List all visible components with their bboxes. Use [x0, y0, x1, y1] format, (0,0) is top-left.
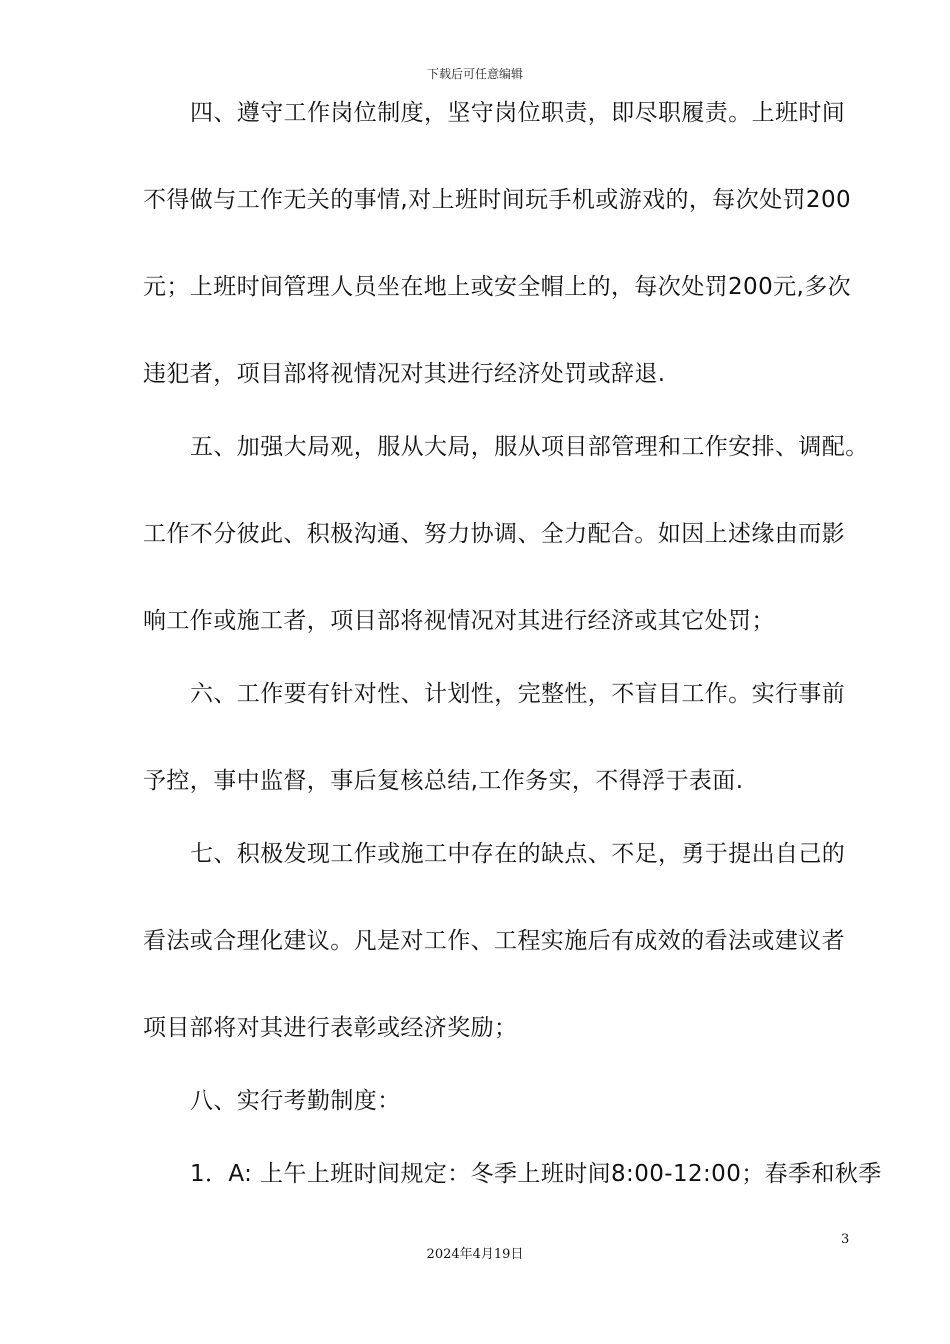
body-line: 予控，事中监督，事后复核总结,工作务实，不得浮于表面. [143, 768, 744, 794]
body-line: 元；上班时间管理人员坐在地上或安全帽上的，每次处罚200元,多次 [143, 274, 852, 300]
body-line-article-5-start: 五、加强大局观，服从大局，服从项目部管理和工作安排、调配。 [190, 434, 869, 460]
body-line: 工作不分彼此、积极沟通、努力协调、全力配合。如因上述缘由而影 [143, 521, 845, 547]
body-line-article-6-start: 六、工作要有针对性、计划性，完整性，不盲目工作。实行事前 [190, 681, 846, 707]
page-header: 下载后可任意编辑 [426, 67, 523, 81]
body-line: 项目部将对其进行表彰或经济奖励； [143, 1015, 518, 1041]
body-line-article-7-start: 七、积极发现工作或施工中存在的缺点、不足，勇于提出自己的 [190, 841, 846, 867]
body-line-article-8-start: 八、实行考勤制度： [190, 1088, 401, 1114]
page-number: 3 [841, 1232, 850, 1247]
body-line: 响工作或施工者，项目部将视情况对其进行经济或其它处罚； [143, 608, 775, 634]
body-line: 不得做与工作无关的事情,对上班时间玩手机或游戏的，每次处罚200 [143, 187, 852, 213]
body-line-article-4-start: 四、遵守工作岗位制度，坚守岗位职责，即尽职履责。上班时间 [190, 100, 846, 126]
body-line-item-1: 1．A: 上午上班时间规定：冬季上班时间8:00-12:00；春季和秋季 [190, 1161, 882, 1187]
body-line: 违犯者，项目部将视情况对其进行经济处罚或辞退. [143, 361, 666, 387]
page-footer-date: 2024年4月19日 [426, 1247, 524, 1262]
body-line: 看法或合理化建议。凡是对工作、工程实施后有成效的看法或建议者 [143, 928, 845, 954]
